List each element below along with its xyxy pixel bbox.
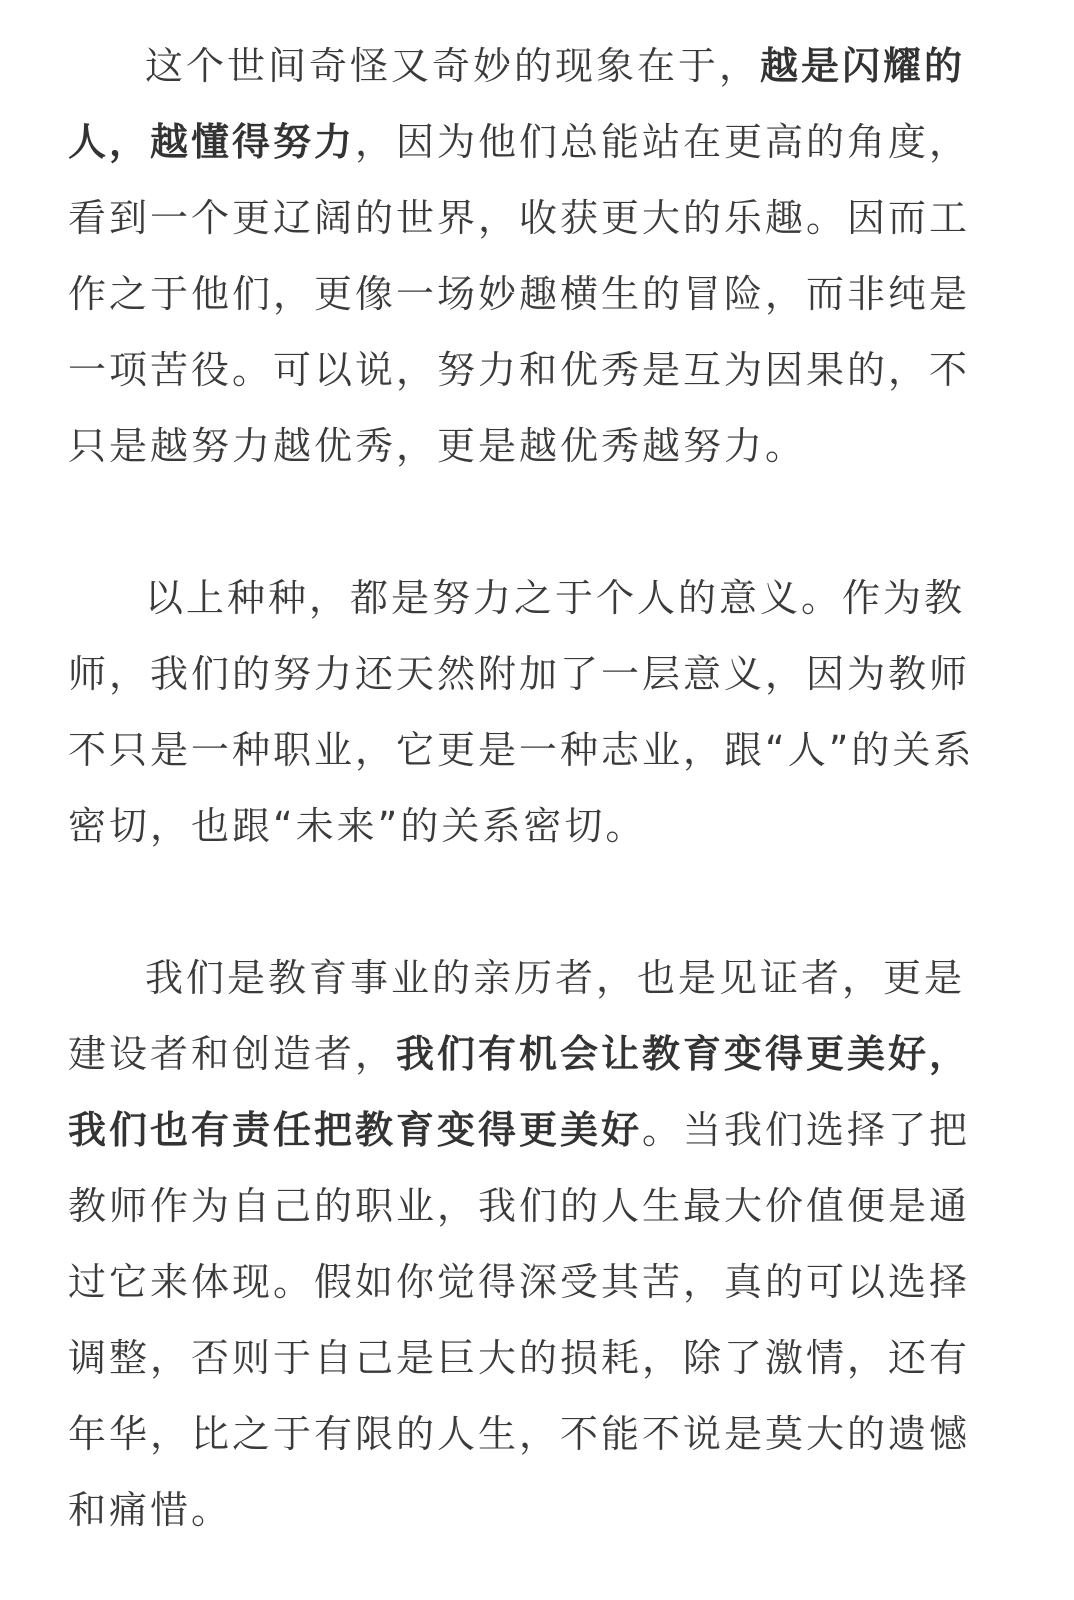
text-line — [68, 1472, 1008, 1548]
text-line — [68, 560, 1008, 636]
text-line — [68, 104, 1008, 180]
text-line — [68, 788, 1008, 864]
text-line — [68, 1168, 1008, 1244]
text-line — [68, 1396, 1008, 1472]
text-run: 不只是一种职业，它更是一种志业，跟“人”的关系 — [68, 728, 975, 772]
text-line — [68, 180, 1008, 256]
bold-text-run: 人，越懂得努力 — [68, 120, 356, 164]
text-line — [68, 1320, 1008, 1396]
text-run: 年华，比之于有限的人生，不能不说是莫大的遗憾 — [68, 1412, 971, 1456]
text-run: 密切，也跟“未来”的关系密切。 — [68, 804, 647, 848]
text-line — [68, 1016, 1008, 1092]
text-line — [68, 332, 1008, 408]
text-run: 。当我们选择了把 — [642, 1108, 971, 1152]
paragraph-3 — [68, 940, 1008, 1548]
text-run: 师，我们的努力还天然附加了一层意义，因为教师 — [68, 652, 971, 696]
bold-text-run: 我们有机会让教育变得更美好， — [396, 1032, 971, 1076]
text-line — [68, 712, 1008, 788]
text-line — [68, 256, 1008, 332]
text-run: 调整，否则于自己是巨大的损耗，除了激情，还有 — [68, 1336, 971, 1380]
text-run: 这个世间奇怪又奇妙的现象在于， — [145, 44, 761, 88]
paragraph-2 — [68, 560, 1008, 864]
text-line — [68, 636, 1008, 712]
text-run: 建设者和创造者， — [68, 1032, 397, 1076]
text-line — [68, 408, 1008, 484]
text-line — [68, 1092, 1008, 1168]
bold-text-run: 越是闪耀的 — [760, 44, 966, 88]
text-run: 以上种种，都是努力之于个人的意义。作为教 — [145, 576, 966, 620]
paragraph-gap — [68, 484, 1008, 560]
text-run: ，因为他们总能站在更高的角度， — [355, 120, 971, 164]
text-run: 作之于他们，更像一场妙趣横生的冒险，而非纯是 — [68, 272, 971, 316]
bold-text-run: 我们也有责任把教育变得更美好 — [68, 1108, 643, 1152]
text-run: 看到一个更辽阔的世界，收获更大的乐趣。因而工 — [68, 196, 971, 240]
text-run: 我们是教育事业的亲历者，也是见证者，更是 — [145, 956, 966, 1000]
text-run: 一项苦役。可以说，努力和优秀是互为因果的，不 — [68, 348, 971, 392]
text-run: 过它来体现。假如你觉得深受其苦，真的可以选择 — [68, 1260, 971, 1304]
text-line — [68, 940, 1008, 1016]
paragraph-1 — [68, 28, 1008, 484]
text-run: 只是越努力越优秀，更是越优秀越努力。 — [68, 424, 807, 468]
text-line — [68, 28, 1008, 104]
paragraph-gap — [68, 864, 1008, 940]
text-run: 教师作为自己的职业，我们的人生最大价值便是通 — [68, 1184, 971, 1228]
text-run: 和痛惜。 — [68, 1488, 233, 1532]
text-line — [68, 1244, 1008, 1320]
